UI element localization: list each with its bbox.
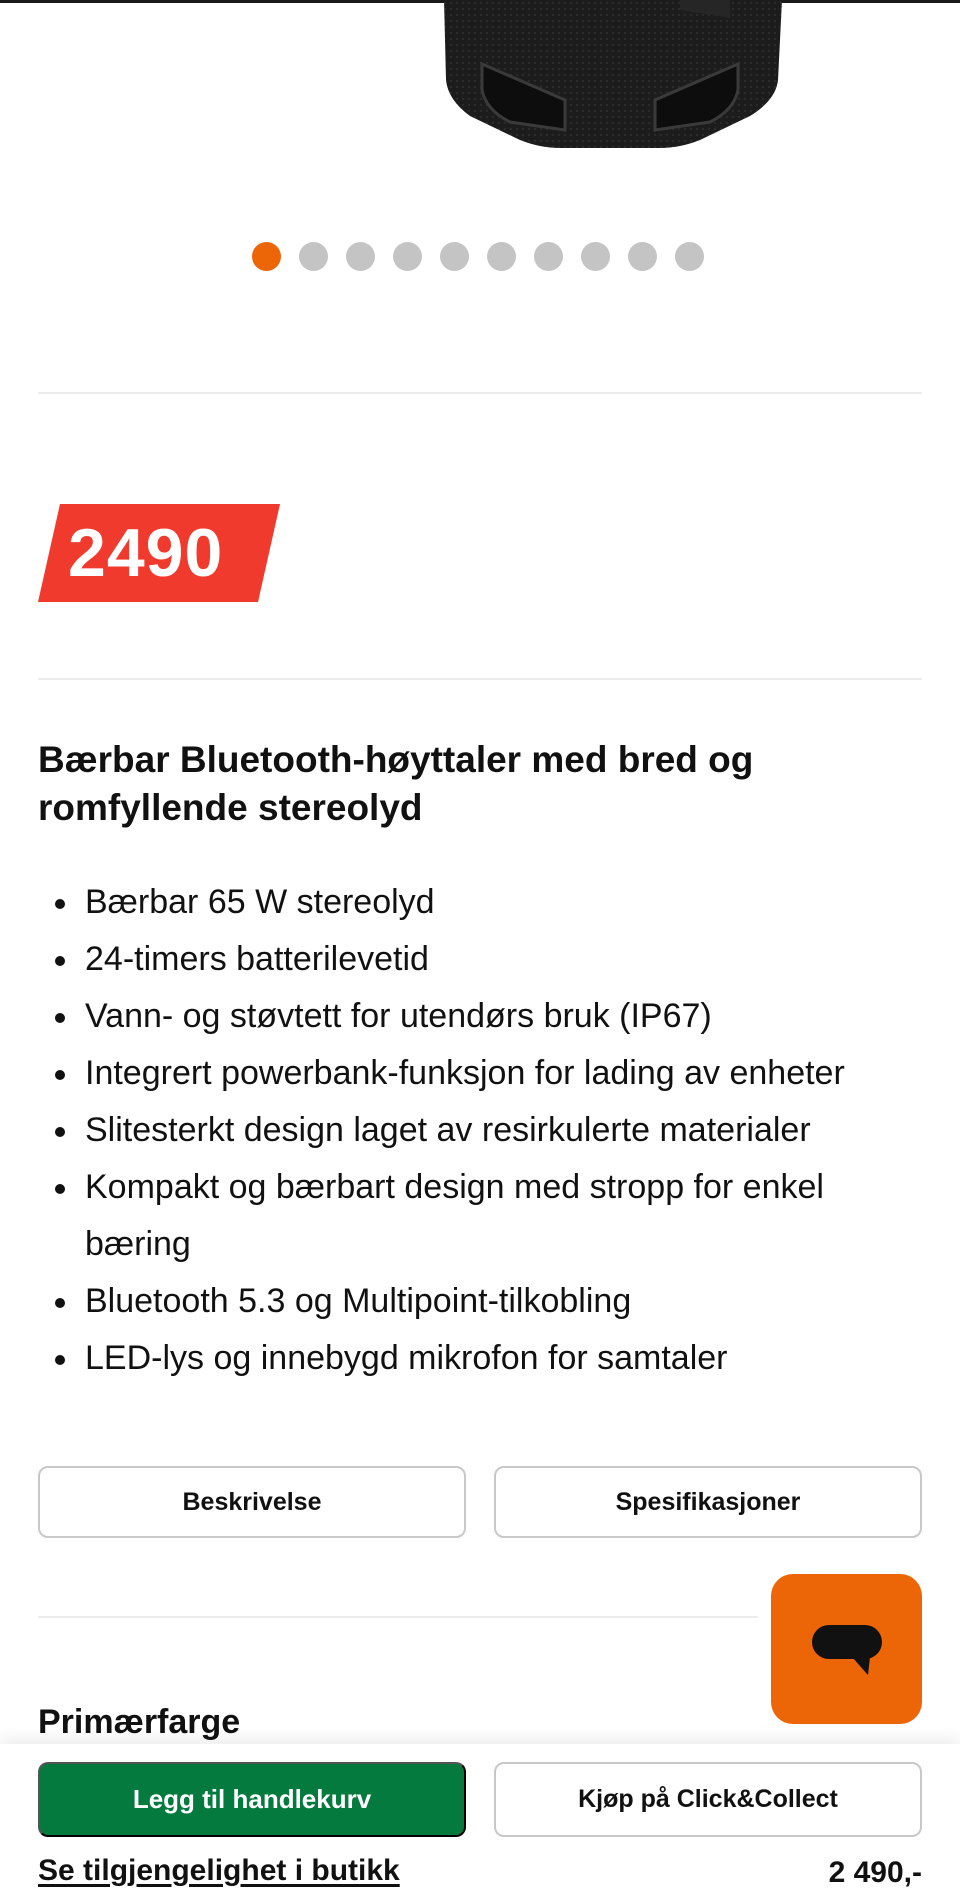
click-collect-button[interactable]: Kjøp på Click&Collect — [494, 1762, 922, 1837]
specifications-button[interactable]: Spesifikasjoner — [494, 1466, 922, 1538]
carousel-dot[interactable] — [299, 242, 328, 271]
feature-item: Vann- og støvtett for utendørs bruk (IP67) — [38, 988, 928, 1045]
carousel-dot[interactable] — [252, 242, 281, 271]
feature-list — [38, 874, 928, 1387]
carousel-dot[interactable] — [393, 242, 422, 271]
feature-item: 24-timers batterilevetid — [38, 931, 928, 988]
feature-item: Bærbar 65 W stereolyd — [38, 874, 928, 931]
price-tag — [38, 504, 280, 602]
feature-item: Bluetooth 5.3 og Multipoint-tilkobling — [38, 1273, 928, 1330]
feature-item: Integrert powerbank-funksjon for lading av enheter — [38, 1045, 928, 1102]
carousel-dot[interactable] — [628, 242, 657, 271]
sticky-purchase-bar — [0, 1744, 960, 1900]
add-to-cart-button[interactable]: Legg til handlekurv — [38, 1762, 466, 1837]
feature-item: Kompakt og bærbart design med stropp for enkel bæring — [38, 1159, 928, 1273]
carousel-dot[interactable] — [534, 242, 563, 271]
carousel-pagination — [252, 242, 704, 271]
description-button[interactable]: Beskrivelse — [38, 1466, 466, 1538]
product-image[interactable] — [430, 0, 790, 150]
carousel-dot[interactable] — [346, 242, 375, 271]
carousel-dot[interactable] — [487, 242, 516, 271]
primary-color-heading: Primærfarge — [38, 1703, 241, 1741]
feature-item: LED-lys og innebygd mikrofon for samtaler — [38, 1330, 928, 1387]
feature-item: Slitesterkt design laget av resirkulerte materialer — [38, 1102, 928, 1159]
store-availability-link[interactable]: Se tilgjengelighet i butikk — [38, 1854, 400, 1887]
divider — [38, 392, 922, 394]
price-value: 2490 — [68, 515, 224, 591]
chat-bubble-icon — [810, 1619, 884, 1679]
bottom-price: 2 490,- — [828, 1856, 922, 1889]
carousel-dot[interactable] — [581, 242, 610, 271]
divider — [38, 1616, 758, 1618]
carousel-dot[interactable] — [675, 242, 704, 271]
divider — [38, 678, 922, 680]
chat-button[interactable] — [771, 1574, 922, 1724]
product-title: Bærbar Bluetooth-høyttaler med bred og romfyllende stereolyd — [38, 739, 754, 828]
carousel-dot[interactable] — [440, 242, 469, 271]
